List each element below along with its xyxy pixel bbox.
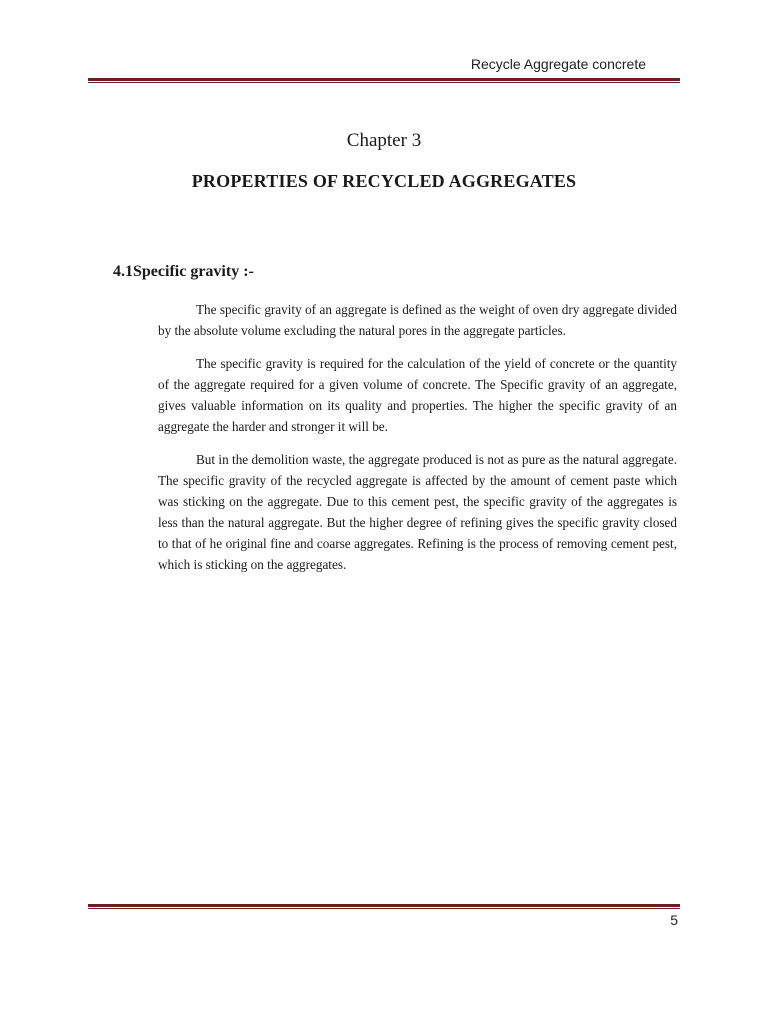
footer-rule [88, 904, 680, 909]
section-heading: 4.1Specific gravity :- [113, 263, 254, 280]
chapter-title: PROPERTIES OF RECYCLED AGGREGATES [191, 171, 577, 191]
paragraph: The specific gravity of an aggregate is defined as the weight of oven dry aggregate divided by the absolute volume excluding the natural pores in the aggregate particles. [158, 302, 677, 338]
chapter-label: Chapter 3 [346, 130, 422, 151]
page-number: 5 [670, 912, 678, 928]
body-text [158, 299, 677, 587]
paragraph: But in the demolition waste, the aggregate produced is not as pure as the natural aggregate. The specific gravity of the recycled aggregate is affected by the amount of cement paste which was sticking on the aggregate. Due to this cement pest, the specific gravity of the aggregates is less than the natural aggregate. But the higher degree of refining gives the specific gravity closed to that of he original fine and coarse aggregates. Refining is the process of removing cement pest, which is sticking on the aggregates. [158, 452, 677, 572]
paragraph: The specific gravity is required for the calculation of the yield of concrete or the quantity of the aggregate required for a given volume of concrete. The Specific gravity of an aggregate, gives valuable information on its quality and properties. The higher the specific gravity of an aggregate the harder and stronger it will be. [158, 356, 677, 434]
header-rule [88, 78, 680, 83]
running-header: Recycle Aggregate concrete [470, 56, 646, 72]
